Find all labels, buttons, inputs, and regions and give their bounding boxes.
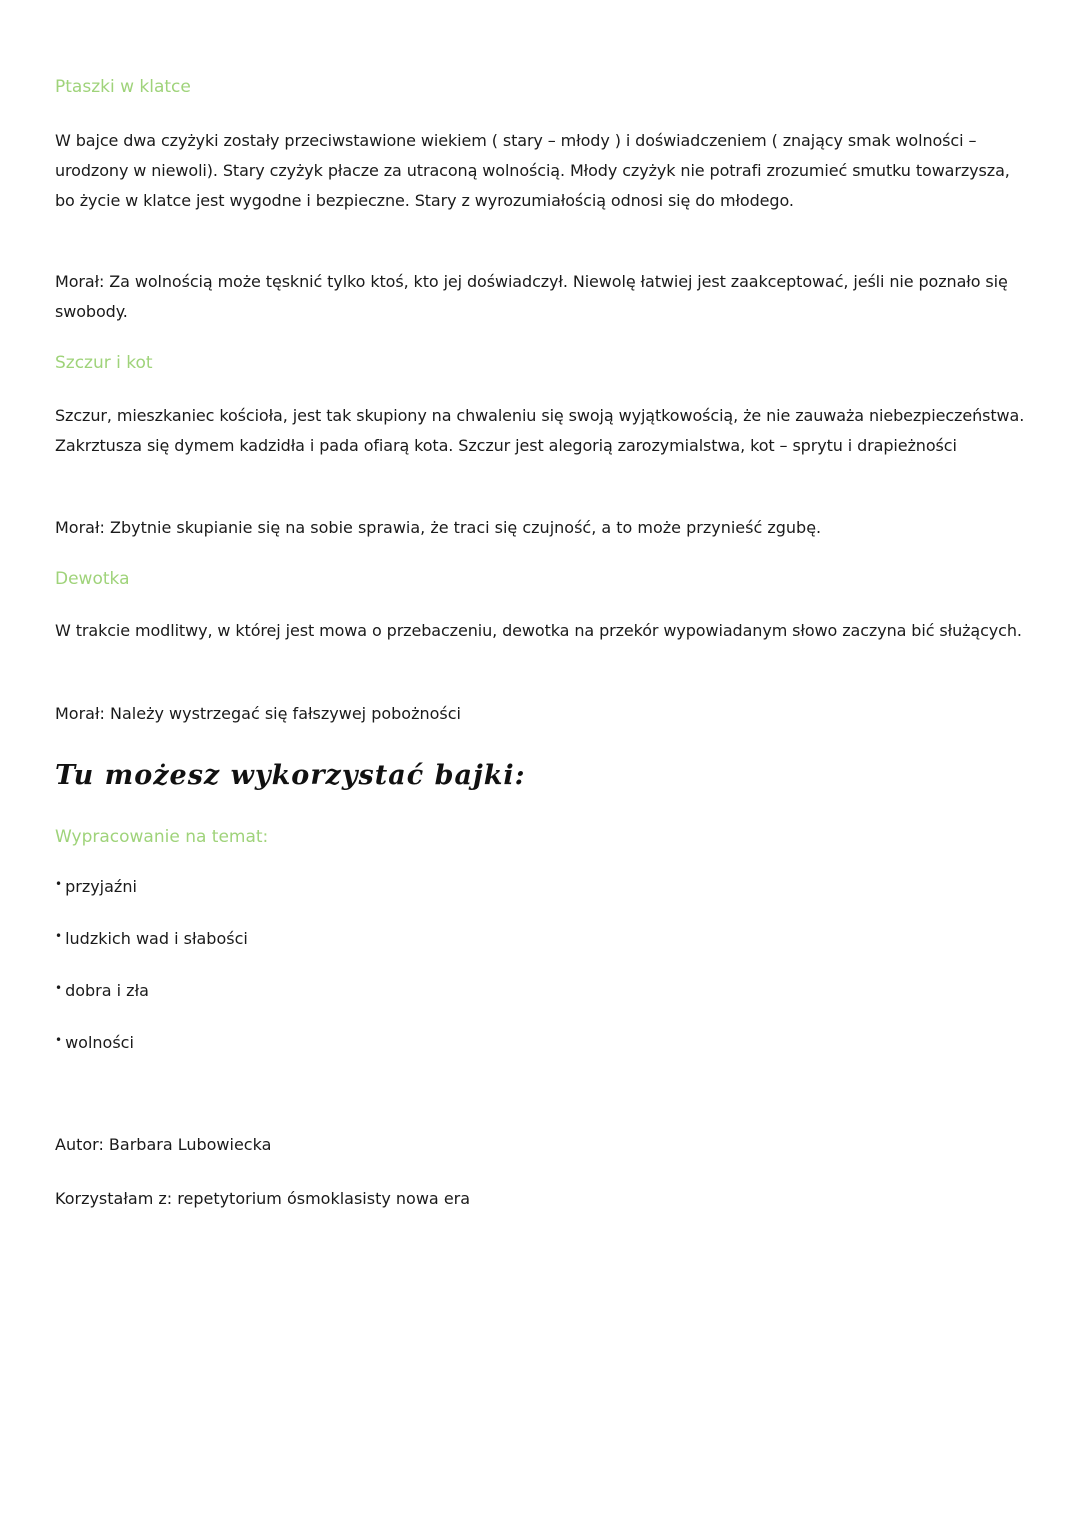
bullet-icon: •	[55, 929, 63, 943]
topic-item	[55, 980, 149, 1003]
section-moral-szczur: Morał: Zbytnie skupianie się na sobie sprawia, że traci się czujność, a to może przynieść zgubę.	[55, 518, 822, 537]
usage-subheading: Wypracowanie na temat:	[55, 827, 269, 847]
bullet-icon: •	[55, 1033, 63, 1047]
section-title-dewotka: Dewotka	[55, 569, 130, 589]
topic-label: wolności	[65, 1033, 134, 1052]
section-text-dewotka: W trakcie modlitwy, w której jest mowa o przebaczeniu, dewotka na przekór wypowiadanym słowo zaczyna bić służących.	[55, 621, 1022, 640]
topic-label: przyjaźni	[65, 877, 137, 896]
section-text-szczur: Szczur, mieszkaniec kościoła, jest tak skupiony na chwaleniu się swoją wyjątkowością, że nie zauważa niebezpieczeństwa. Zakrztusza się dymem kadzidła i pada ofiarą kota. Szczur jest alegorią zarozymialstwa, kot – sprytu i drapieżności	[55, 406, 1025, 455]
section-moral-dewotka: Morał: Należy wystrzegać się fałszywej pobożności	[55, 704, 461, 723]
footer-source: Korzystałam z: repetytorium ósmoklasisty nowa era	[55, 1189, 471, 1208]
topic-item	[55, 1032, 134, 1055]
bullet-icon: •	[55, 877, 63, 891]
topic-label: dobra i zła	[65, 981, 149, 1000]
footer-author: Autor: Barbara Lubowiecka	[55, 1135, 272, 1154]
section-title-szczur: Szczur i kot	[55, 353, 153, 373]
usage-script-heading: Tu możesz wykorzystać bajki:	[55, 760, 526, 791]
topic-item	[55, 928, 248, 951]
bullet-icon: •	[55, 981, 63, 995]
section-text-ptaszki: W bajce dwa czyżyki zostały przeciwstawione wiekiem ( stary – młody ) i doświadczeniem ( znający smak wolności – urodzony w niewoli). Stary czyżyk płacze za utraconą wolnością. Młody czyżyk nie potrafi zrozumieć smutku towarzysza, bo życie w klatce jest wygodne i bezpieczne. Stary z wyrozumiałością odnosi się do młodego.	[55, 131, 1010, 210]
section-moral-ptaszki: Morał: Za wolnością może tęsknić tylko ktoś, kto jej doświadczył. Niewolę łatwiej jest zaakceptować, jeśli nie poznało się swobody.	[55, 272, 1008, 321]
section-title-ptaszki: Ptaszki w klatce	[55, 77, 191, 97]
topic-item	[55, 876, 137, 899]
topic-label: ludzkich wad i słabości	[65, 929, 248, 948]
